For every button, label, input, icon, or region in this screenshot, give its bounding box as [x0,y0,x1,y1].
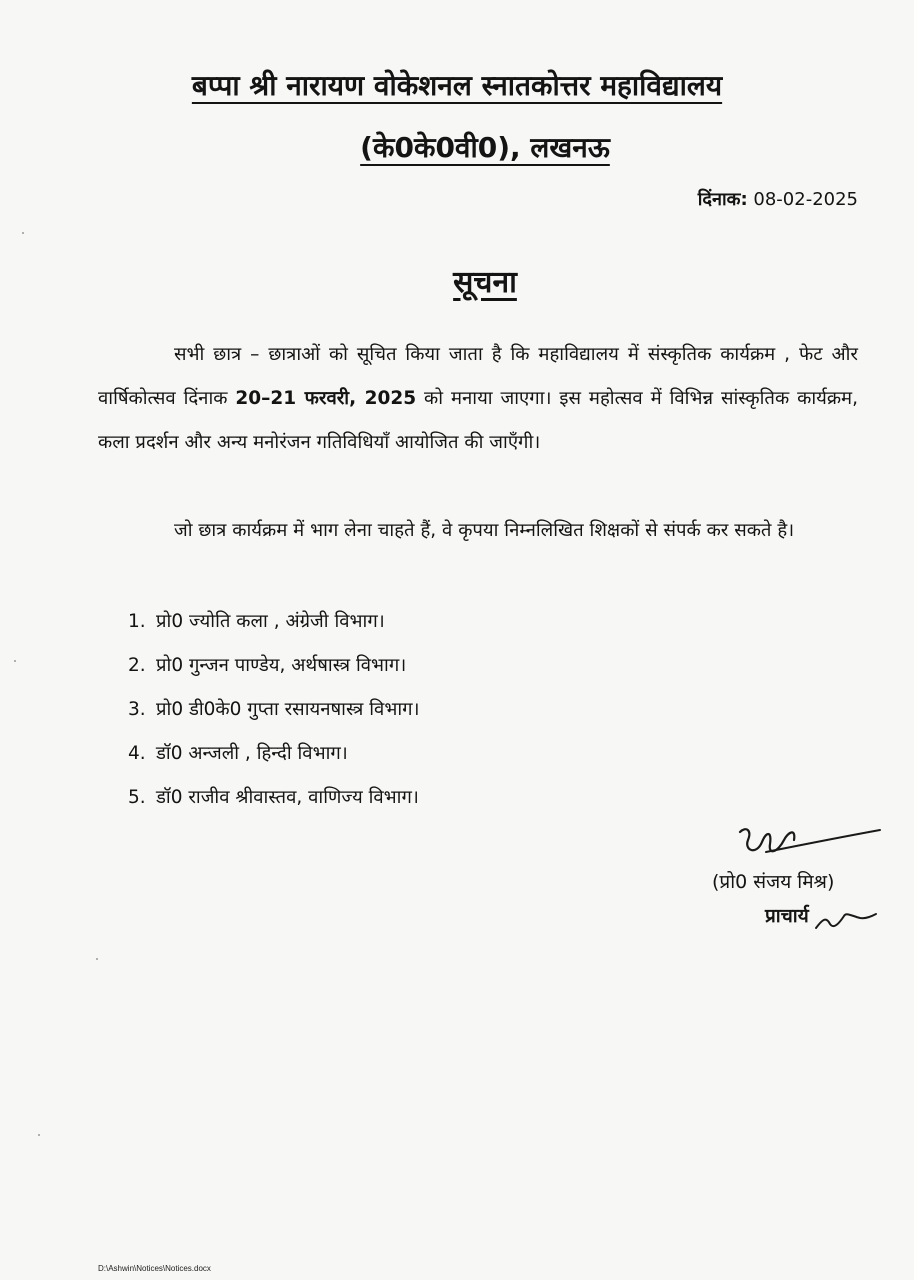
paragraph-1-text-a: सभी छात्र – छात्राओं को सूचित किया जाता है कि महाविद्यालय में संस्कृतिक कार्यक्रम , फेट और वार्षिकोत्सव दिंनाक [98,344,858,409]
notice-title: सूचना [453,265,517,300]
signatory-name: (प्रो0 संजय मिश्र) [712,871,835,893]
contact-list [128,600,420,820]
event-dates: 20–21 फरवरी, 2025 [235,388,417,409]
contact-item [128,732,420,776]
contact-number: 2. [128,655,146,676]
college-location-heading: (के0के0वी0), लखनऊ [360,131,610,164]
date-value: 08-02-2025 [753,189,858,210]
notice-paragraph-2: जो छात्र कार्यक्रम में भाग लेना चाहते हैं, वे कृपया निम्नलिखित शिक्षकों से संपर्क कर सकते है। [174,520,795,541]
contact-text: प्रो0 डी0के0 गुप्ता रसायनषास्त्र विभाग। [156,699,420,720]
contact-text: प्रो0 ज्योति कला , अंग्रेजी विभाग। [156,611,385,632]
contact-number: 1. [128,611,146,632]
paragraph-1-text-b: को मनाया जाएगा। इस महोत्सव में विभिन्न सांस्कृतिक कार्यक्रम, कला प्रदर्शन और अन्य मनोरंजन गतिविधियाँ आयोजित की जाएँगी। [98,388,858,453]
contact-text: डॉ0 अन्जली , हिन्दी विभाग। [156,743,348,764]
contact-item [128,688,420,732]
scan-speck [14,660,16,662]
scan-speck [96,958,98,960]
contact-number: 4. [128,743,146,764]
contact-item [128,600,420,644]
contact-text: डॉ0 राजीव श्रीवास्तव, वाणिज्य विभाग। [156,787,419,808]
contact-text: प्रो0 गुन्जन पाण्डेय, अर्थषास्त्र विभाग। [156,655,407,676]
file-path-footer: D:\Ashwin\Notices\Notices.docx [98,1264,211,1273]
contact-number: 3. [128,699,146,720]
date-label: दिंनाक: [697,189,748,210]
contact-number: 5. [128,787,146,808]
notice-date [698,187,858,211]
contact-item [128,776,420,820]
signatory-title: प्राचार्य [765,905,809,927]
contact-item [128,644,420,688]
scan-speck [38,1134,40,1136]
notice-paragraph-1 [98,333,858,465]
college-name-heading: बप्पा श्री नारायण वोकेशनल स्नातकोत्तर महाविद्यालय [191,69,723,102]
scan-speck [22,232,24,234]
